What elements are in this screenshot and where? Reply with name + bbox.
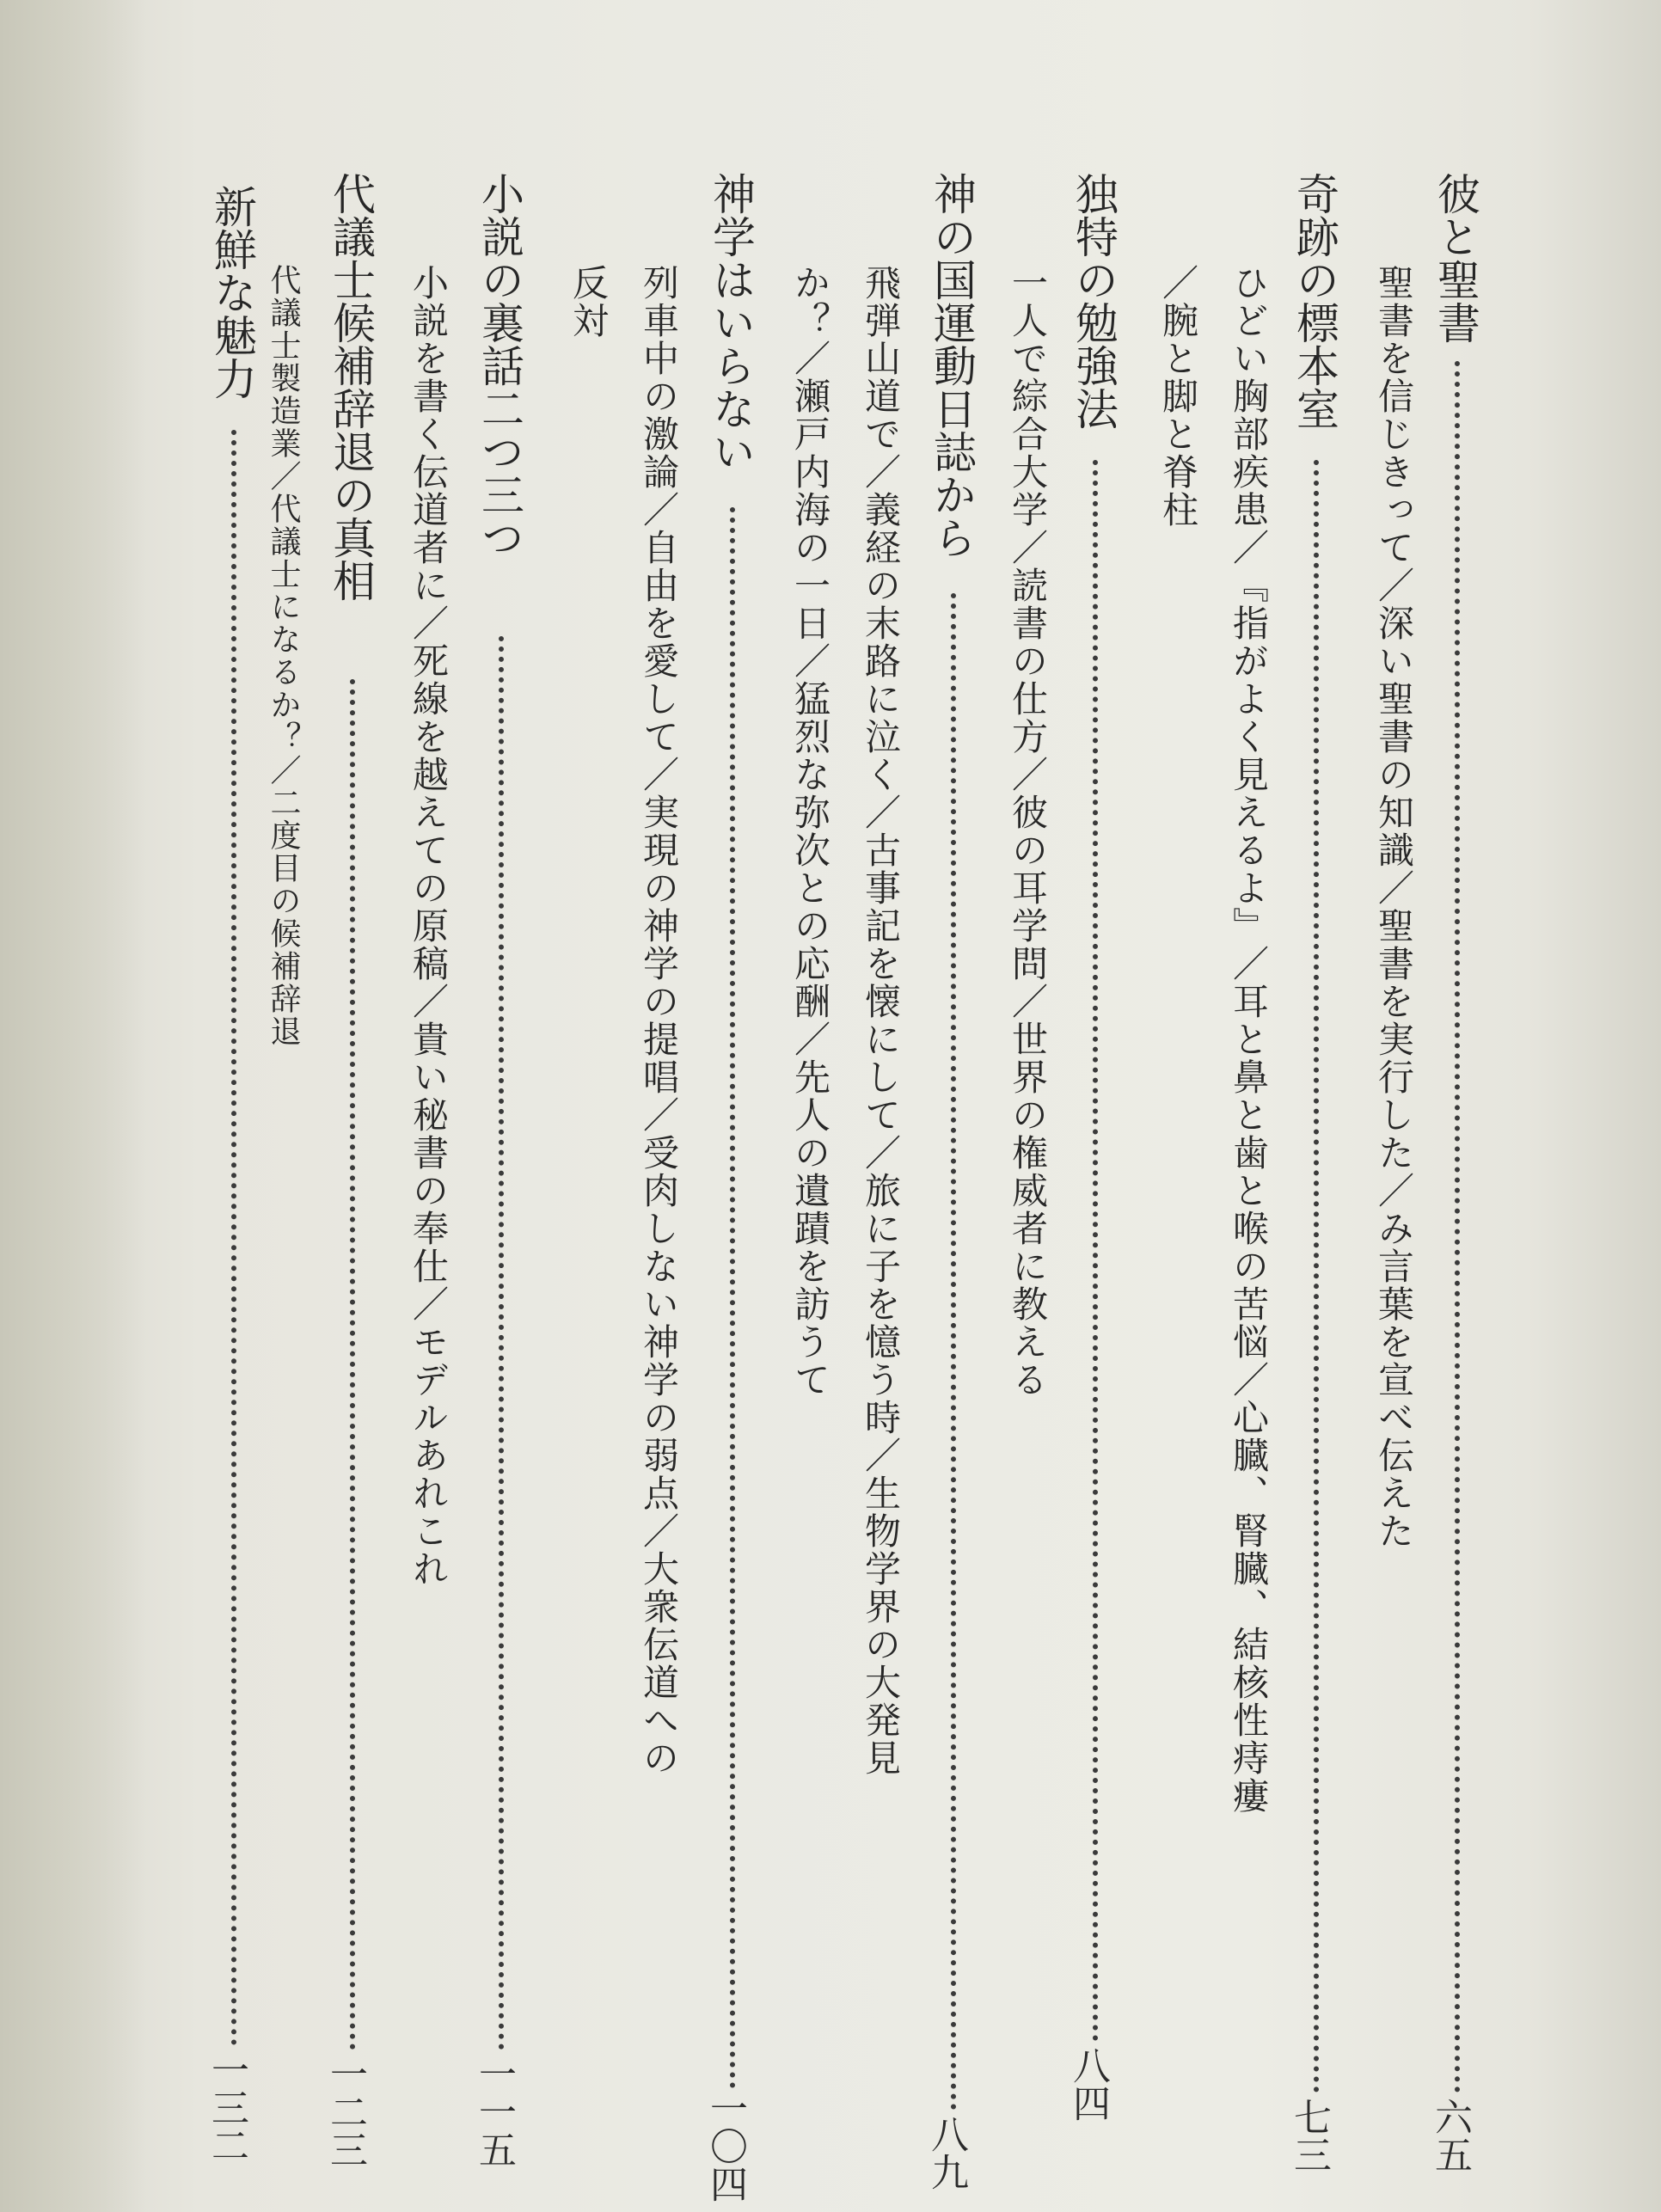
subtopic-line: ／腕と脚と脊柱 xyxy=(1157,264,1199,529)
subtopic-line: ひどい胸部疾患／『指がよく見えるよ』／耳と鼻と歯と喉の苦悩／心臓、腎臓、結核性痔瘻 xyxy=(1228,264,1270,1815)
page-number: 一〇四 xyxy=(703,2089,747,2203)
subtopic-line: 小説を書く伝道者に／死線を越えての原稿／貴い秘書の奉仕／モデルあれこれ xyxy=(408,264,450,1588)
spine-shadow xyxy=(0,0,146,2212)
chapter-title: 代議士候補辞退の真相 xyxy=(326,172,376,602)
subtopic-line: 一人で綜合大学／読書の仕方／彼の耳学問／世界の権威者に教える xyxy=(1007,264,1049,1399)
page-number: 一三二 xyxy=(205,2050,248,2164)
dot-leader xyxy=(499,636,504,2050)
chapter-title: 神の国運動日誌から xyxy=(927,172,977,559)
chapter-title: 彼と聖書 xyxy=(1431,172,1480,344)
subtopic-line: 反対 xyxy=(567,264,610,340)
page-number: 六五 xyxy=(1428,2098,1472,2173)
dot-leader xyxy=(730,507,735,2089)
subtopic-line: 聖書を信じきって／深い聖書の知識／聖書を実行した／み言葉を宣べ伝えた xyxy=(1373,264,1415,1550)
chapter-title: 新鮮な魅力 xyxy=(207,185,257,400)
page-number: 八九 xyxy=(924,2115,968,2191)
dot-leader xyxy=(1455,361,1460,2093)
page-number: 七三 xyxy=(1287,2098,1331,2173)
dot-leader xyxy=(951,593,956,2111)
chapter-title: 奇跡の標本室 xyxy=(1290,172,1339,430)
subtopic-line: 列車中の激論／自由を愛して／実現の神学の提唱／受肉しない神学の弱点／大衆伝道への xyxy=(638,264,680,1777)
chapter-title: 独特の勉強法 xyxy=(1069,172,1119,430)
subtopic-line: 飛弾山道で／義経の末路に泣く／古事記を懐にして／旅に子を憶う時／生物学界の大発見 xyxy=(860,264,902,1777)
page-number: 一二三 xyxy=(323,2055,367,2168)
subtopic-line: か？／瀬戸内海の一日／猛烈な弥次との応酬／先人の遺蹟を訪うて xyxy=(789,264,831,1399)
subtopic-line: 代議士製造業／代議士になるか？／二度目の候補辞退 xyxy=(266,264,301,1048)
page-number: 八四 xyxy=(1066,2046,1110,2122)
chapter-title: 神学はいらない xyxy=(706,172,756,473)
dot-leader xyxy=(1314,460,1319,2093)
dot-leader xyxy=(231,430,236,2046)
chapter-title: 小説の裏話二つ三つ xyxy=(475,172,524,559)
dot-leader xyxy=(1093,460,1098,2042)
dot-leader xyxy=(350,679,355,2050)
page-number: 一一五 xyxy=(472,2055,516,2168)
